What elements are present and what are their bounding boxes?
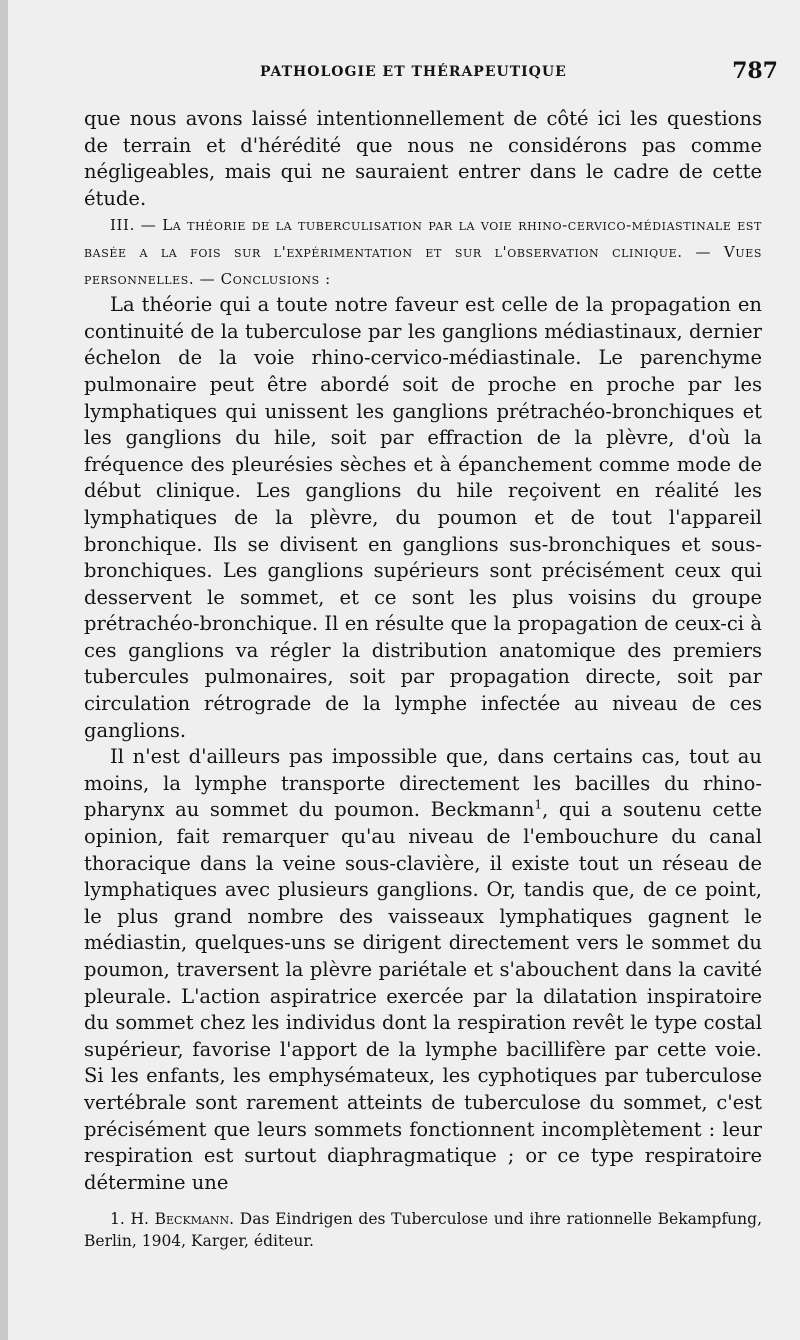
footnote-reference: 1 [534, 797, 543, 812]
footnote-text: Das Eindrigen des Tuberculose und ihre rationnelle Bekampfung, Berlin, 1904, Karger, éditeur. [84, 1210, 762, 1250]
footnote-number: 1. [110, 1210, 125, 1228]
running-head: PATHOLOGIE ET THÉRAPEUTIQUE [260, 64, 567, 80]
footnotes [84, 1208, 762, 1252]
paragraph-continuation: que nous avons laissé intentionnellement de côté ici les questions de terrain et d'hérédité que nous ne considérons pas comme négligeables, mais qui ne sauraient entrer dans le cadre de cette étude. [84, 107, 762, 210]
page [8, 0, 800, 1340]
page-number: 787 [732, 58, 778, 84]
page-header [8, 58, 800, 88]
paragraph-beckmann [84, 744, 762, 1196]
paragraph-beckmann-start: Il n'est d'ailleurs pas impossible que, dans certains cas, tout au moins, la lymphe transporte directement les bacilles du rhino-pharynx au sommet du poumon. Beckmann [84, 745, 762, 822]
footnote [84, 1208, 762, 1252]
body-text [84, 106, 762, 1196]
paragraph-theory: La théorie qui a toute notre faveur est celle de la propagation en continuité de la tuberculose par les ganglions médiastinaux, dernier échelon de la voie rhino-cervico-médiastinale. Le parenchyme pulmonaire peut être abordé soit de proche en proche par les lymphatiques qui unissent les ganglions prétrachéo-bronchiques et les ganglions du hile, soit par effraction de la plèvre, d'où la fréquence des pleurésies sèches et à épanchement comme mode de début clinique. Les ganglions du hile reçoivent en réalité les lymphatiques de la plèvre, du poumon et de tout l'appareil bronchique. Ils se divisent en ganglions sus-bronchiques et sous-bronchiques. Les ganglions supérieurs sont précisément ceux qui desservent le sommet, et ce sont les plus voisins du groupe prétrachéo-bronchique. Il en résulte que la propagation de ceux-ci à ces ganglions va régler la distribution anatomique des premiers tubercules pulmonaires, soit par propagation directe, soit par circulation rétrograde de la lymphe infectée au niveau de ces ganglions. [84, 293, 762, 742]
footnote-author: H. Beckmann. [130, 1210, 235, 1228]
paragraph-beckmann-rest: , qui a soutenu cette opinion, fait remarquer qu'au niveau de l'embouchure du canal thoracique dans la veine sous-clavière, il existe tout un réseau de lymphatiques avec plusieurs ganglions. Or, tandis que, de ce point, le plus grand nombre des vaisseaux lymphatiques gagnent le médiastin, quelques-uns se dirigent directement vers le sommet du poumon, traversent la plèvre pariétale et s'abouchent dans la cavité pleurale. L'action aspiratrice exercée par la dilatation inspiratoire du sommet chez les individus dont la respiration revêt le type costal supérieur, favorise l'apport de la lymphe bacillifère par cette voie. Si les enfants, les emphysémateux, les cyphotiques par tuberculose vertébrale sont rarement atteints de tuberculose du sommet, c'est précisément que leurs sommets fonctionnent incomplètement : leur respiration est surtout diaphragmatique ; or ce type respiratoire détermine une [84, 798, 762, 1194]
section-heading: III. — La théorie de la tuberculisation par la voie rhino-cervico-médiastinale est basée a la fois sur l'expérimentation et sur l'observation clinique. — Vues personnelles. — Conclusions : [84, 216, 762, 288]
